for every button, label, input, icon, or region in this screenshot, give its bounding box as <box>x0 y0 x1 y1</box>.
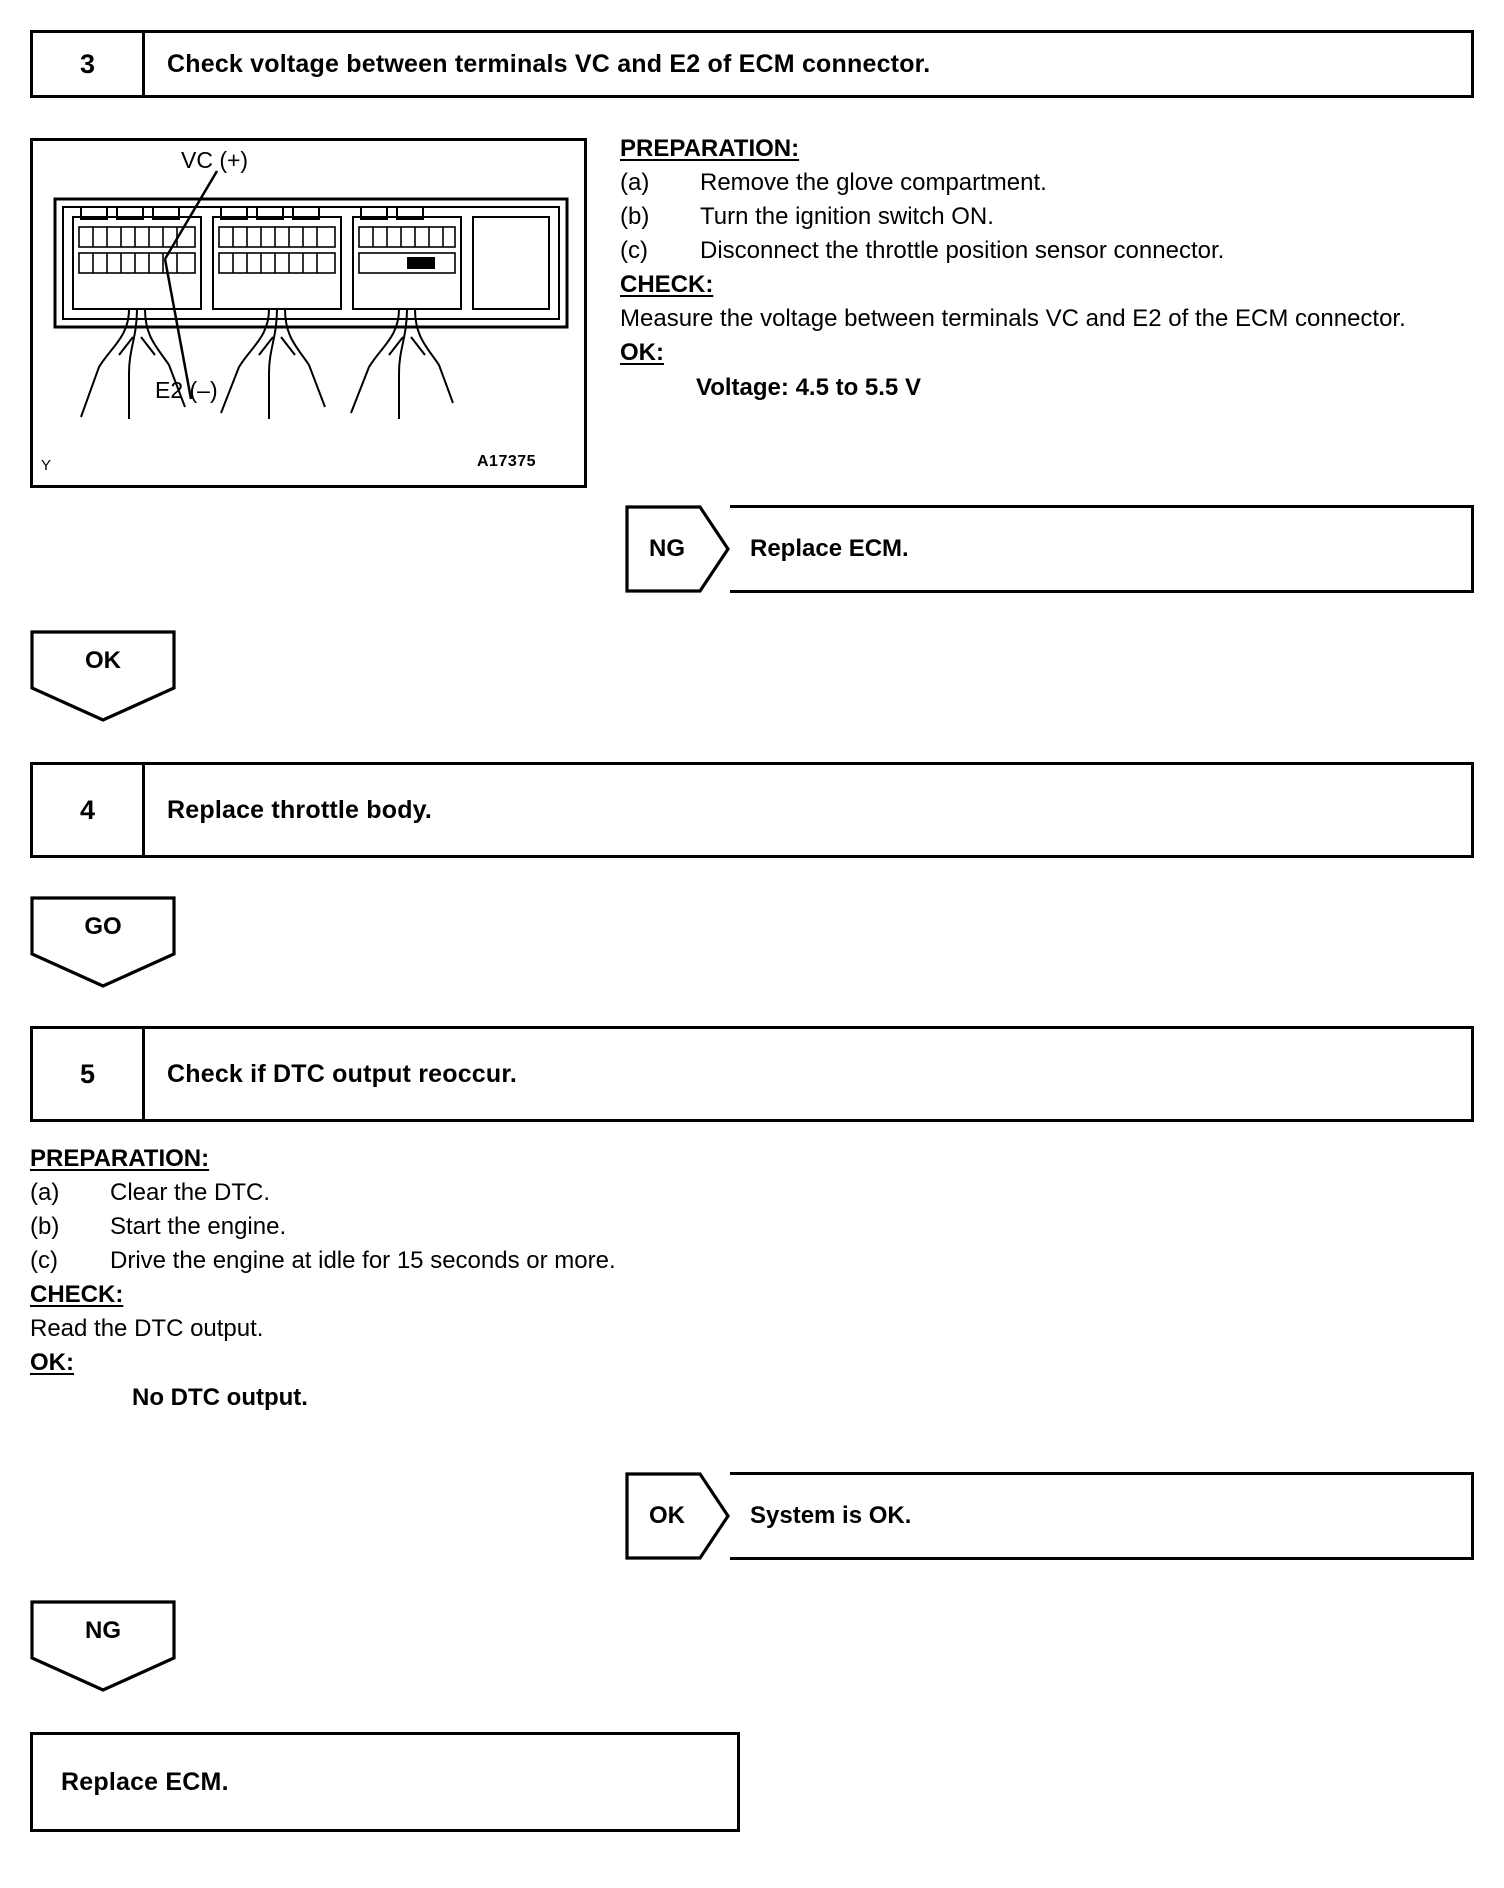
step3-text-block <box>620 132 1480 405</box>
preparation-item <box>30 1210 1030 1244</box>
step-number: 5 <box>33 1029 145 1119</box>
step5-ng-tag <box>30 1600 176 1692</box>
connector-illustration <box>33 141 584 485</box>
ecm-connector-figure <box>30 138 587 488</box>
check-header: CHECK: <box>30 1281 124 1309</box>
step-box-3 <box>30 30 1474 98</box>
ng-result-text: Replace ECM. <box>730 505 1474 593</box>
ok-tag-label: OK <box>649 1502 685 1529</box>
ok-value: No DTC output. <box>132 1383 308 1411</box>
figure-label-vc: VC (+) <box>181 147 249 173</box>
step3-ng-result <box>625 505 1474 593</box>
step-title: Check voltage between terminals VC and E2 of ECM connector. <box>167 49 931 78</box>
check-text: Read the DTC output. <box>30 1315 264 1343</box>
item-marker: (a) <box>620 169 650 197</box>
item-text: Start the engine. <box>110 1213 287 1241</box>
step3-ok-tag <box>30 630 176 722</box>
ng-tag-label: NG <box>649 535 685 562</box>
figure-corner-mark: Y <box>41 457 52 474</box>
step-box-4 <box>30 762 1474 858</box>
item-text: Turn the ignition switch ON. <box>700 203 994 231</box>
preparation-header: PREPARATION: <box>620 135 800 162</box>
ok-value: Voltage: 4.5 to 5.5 V <box>696 373 921 401</box>
ng-tag-label: NG <box>85 1617 121 1644</box>
step-number: 4 <box>33 765 145 855</box>
ok-tag <box>625 1472 730 1560</box>
final-result-text: Replace ECM. <box>61 1767 229 1796</box>
ok-header: OK: <box>30 1349 74 1377</box>
item-marker: (a) <box>30 1179 60 1207</box>
check-header: CHECK: <box>620 271 714 299</box>
step-title: Check if DTC output reoccur. <box>167 1059 518 1088</box>
step-box-5 <box>30 1026 1474 1122</box>
check-text: Measure the voltage between terminals VC and E2 of the ECM connector. <box>620 305 1406 333</box>
figure-code: A17375 <box>477 453 537 470</box>
ng-tag <box>625 505 730 593</box>
step4-go-tag <box>30 896 176 988</box>
final-result-box <box>30 1732 740 1832</box>
item-marker: (b) <box>620 203 650 231</box>
step5-text-block <box>30 1142 1030 1415</box>
item-text: Drive the engine at idle for 15 seconds or more. <box>110 1247 616 1275</box>
ok-header: OK: <box>620 339 664 367</box>
go-tag-label: GO <box>84 913 122 940</box>
item-marker: (c) <box>620 237 648 265</box>
preparation-item <box>30 1176 1030 1210</box>
figure-label-e2: E2 (–) <box>155 377 218 403</box>
ok-result-text: System is OK. <box>730 1472 1474 1560</box>
item-text: Disconnect the throttle position sensor connector. <box>700 237 1225 265</box>
ok-tag-label: OK <box>85 647 121 674</box>
item-text: Clear the DTC. <box>110 1179 271 1207</box>
preparation-item <box>620 166 1480 200</box>
step-title: Replace throttle body. <box>167 795 433 824</box>
preparation-item <box>30 1244 1030 1278</box>
preparation-item <box>620 200 1480 234</box>
step5-ok-result <box>625 1472 1474 1560</box>
item-text: Remove the glove compartment. <box>700 169 1047 197</box>
step-number: 3 <box>33 33 145 95</box>
preparation-item <box>620 234 1480 268</box>
item-marker: (c) <box>30 1247 58 1275</box>
item-marker: (b) <box>30 1213 60 1241</box>
preparation-header: PREPARATION: <box>30 1145 210 1172</box>
